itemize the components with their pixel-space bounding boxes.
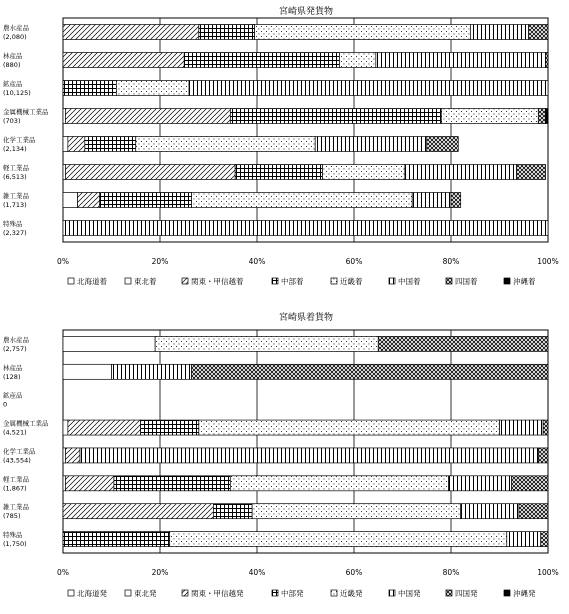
bar-segment---7 xyxy=(546,109,548,124)
bar-segment---6 xyxy=(529,25,548,40)
bar-segment---4 xyxy=(136,137,315,152)
x-tick-label: 80% xyxy=(442,257,460,266)
category-total-label: (10,125) xyxy=(3,89,31,97)
legend-label: 関東・甲信越発 xyxy=(191,589,244,598)
category-label: 鉱産品 xyxy=(3,391,23,400)
bar-segment---3 xyxy=(141,420,199,435)
bar-segment---4 xyxy=(230,476,448,491)
category-total-label: (2,080) xyxy=(3,33,27,41)
bar-segment---1 xyxy=(63,336,155,351)
bar-segment---6 xyxy=(427,137,459,152)
legend-swatch xyxy=(446,278,452,284)
legend-label: 近畿発 xyxy=(340,589,363,598)
bar-segment---3 xyxy=(85,137,136,152)
outbound-freight-chart xyxy=(3,5,559,286)
category-total-label: (1,713) xyxy=(3,201,27,209)
bar-segment---3 xyxy=(235,165,322,180)
bar-segment---5 xyxy=(189,81,548,96)
bar-segment---4 xyxy=(192,193,413,208)
bar-segment---3 xyxy=(63,532,170,547)
bar-segment---2 xyxy=(63,25,199,40)
category-total-label: (2,757) xyxy=(3,344,27,353)
category-label: 鉱産品 xyxy=(3,80,23,88)
bar-segment---2 xyxy=(63,53,184,68)
bar-segment---5 xyxy=(315,137,427,152)
category-label: 林産品 xyxy=(3,363,23,372)
x-tick-label: 100% xyxy=(537,257,559,266)
bar-segment---2 xyxy=(68,420,141,435)
category-label: 化学工業品 xyxy=(3,447,36,456)
category-total-label: (1,867) xyxy=(3,484,27,493)
bar-segment---3 xyxy=(230,109,441,124)
legend-label: 四国発 xyxy=(455,589,478,598)
legend-swatch xyxy=(504,590,510,596)
bar-segment---6 xyxy=(538,448,548,463)
bar-segment---2 xyxy=(63,504,213,519)
bar-segment---1 xyxy=(63,476,65,491)
bar-segment---1 xyxy=(63,364,112,379)
legend-label: 北海道発 xyxy=(77,589,107,598)
legend-swatch xyxy=(182,590,188,596)
bar-segment---3 xyxy=(114,476,230,491)
legend-label: 中国発 xyxy=(398,589,421,598)
bar-segment---6 xyxy=(543,420,548,435)
x-tick-label: 40% xyxy=(248,568,266,577)
bar-segment---6 xyxy=(538,109,545,124)
x-tick-label: 20% xyxy=(151,257,169,266)
bar-segment---6 xyxy=(512,476,548,491)
legend-swatch xyxy=(125,590,131,596)
bar-segment---4 xyxy=(199,420,500,435)
bar-segment---6 xyxy=(546,53,548,68)
category-label: 化学工業品 xyxy=(3,136,36,144)
legend-label: 東北着 xyxy=(134,277,157,286)
legend-swatch xyxy=(504,278,510,284)
bar-segment---6 xyxy=(378,336,548,351)
category-total-label: (43,554) xyxy=(3,456,31,465)
plot-area xyxy=(63,18,548,242)
category-total-label: (785) xyxy=(3,512,21,521)
x-tick-label: 0% xyxy=(57,568,69,577)
bar-segment---2 xyxy=(65,448,80,463)
bar-segment---5 xyxy=(412,193,451,208)
category-total-label: (2,134) xyxy=(3,145,27,153)
category-label: 軽工業品 xyxy=(3,475,29,484)
bar-segment---3 xyxy=(199,25,255,40)
legend-swatch xyxy=(331,590,337,596)
bar-segment---6 xyxy=(519,504,548,519)
legend-swatch xyxy=(389,590,395,596)
category-label: 金属機械工業品 xyxy=(3,419,49,428)
bar-segment---2 xyxy=(65,476,114,491)
bar-segment---5 xyxy=(470,25,528,40)
bar-segment---3 xyxy=(99,193,191,208)
legend-swatch xyxy=(331,278,337,284)
category-total-label: 0 xyxy=(3,400,8,409)
bar-segment---3 xyxy=(184,53,339,68)
legend-label: 中国着 xyxy=(398,277,421,286)
bar-segment---1 xyxy=(63,420,68,435)
bar-segment---6 xyxy=(516,165,545,180)
category-label: 雑工業品 xyxy=(3,192,29,200)
legend-label: 近畿着 xyxy=(340,277,363,286)
legend-label: 四国着 xyxy=(455,277,478,286)
category-total-label: (128) xyxy=(3,372,21,381)
bar-segment---4 xyxy=(252,504,461,519)
bar-segment---5 xyxy=(376,53,546,68)
x-tick-label: 0% xyxy=(57,257,69,266)
bar-segment---2 xyxy=(78,193,100,208)
category-total-label: (4,521) xyxy=(3,428,27,437)
legend-swatch xyxy=(272,590,278,596)
legend-swatch xyxy=(389,278,395,284)
category-total-label: (1,750) xyxy=(3,540,27,549)
category-label: 特殊品 xyxy=(3,220,23,228)
category-label: 農水産品 xyxy=(3,335,29,344)
bar-segment---5 xyxy=(507,532,541,547)
bar-segment---6 xyxy=(192,364,548,379)
plot-area xyxy=(63,330,548,553)
bar-segment---3 xyxy=(63,81,116,96)
legend-swatch xyxy=(125,278,131,284)
legend-swatch xyxy=(182,278,188,284)
legend-label: 沖縄発 xyxy=(513,589,536,598)
legend-label: 中部着 xyxy=(281,277,304,286)
bar-segment---5 xyxy=(461,504,519,519)
legend-label: 沖縄着 xyxy=(513,277,536,286)
legend-label: 北海道着 xyxy=(77,277,107,286)
bar-segment---4 xyxy=(155,336,378,351)
bar-segment---4 xyxy=(116,81,189,96)
bar-segment---4 xyxy=(441,109,538,124)
legend-swatch xyxy=(68,278,74,284)
bar-segment---1 xyxy=(63,193,78,208)
category-label: 軽工業品 xyxy=(3,164,29,172)
category-total-label: (703) xyxy=(3,117,21,125)
bar-segment---1 xyxy=(63,165,65,180)
bar-segment---5 xyxy=(63,221,548,236)
bar-segment---1 xyxy=(63,448,65,463)
chart-title: 宮崎県着貨物 xyxy=(278,313,334,323)
bar-segment---4 xyxy=(170,532,507,547)
bar-segment---2 xyxy=(65,109,230,124)
x-tick-label: 100% xyxy=(537,568,559,577)
legend-swatch xyxy=(68,590,74,596)
bar-segment---4 xyxy=(322,165,404,180)
bar-segment---2 xyxy=(68,137,85,152)
category-label: 雑工業品 xyxy=(3,503,29,512)
x-tick-label: 60% xyxy=(345,257,363,266)
bar-segment---6 xyxy=(451,193,461,208)
bar-segment---1 xyxy=(63,109,65,124)
legend-label: 東北発 xyxy=(134,589,157,598)
inbound-freight-chart xyxy=(3,311,559,598)
bar-segment---5 xyxy=(449,476,512,491)
legend-label: 関東・甲信越着 xyxy=(191,277,244,286)
category-label: 金属機械工業品 xyxy=(3,108,49,116)
bar-segment---5 xyxy=(112,364,192,379)
category-label: 特殊品 xyxy=(3,531,23,540)
x-tick-label: 80% xyxy=(442,568,460,577)
x-tick-label: 20% xyxy=(151,568,169,577)
category-total-label: (880) xyxy=(3,61,21,69)
category-total-label: (6,513) xyxy=(3,173,27,181)
x-tick-label: 40% xyxy=(248,257,266,266)
bar-segment---3 xyxy=(213,504,252,519)
chart-title: 宮崎県発貨物 xyxy=(278,7,334,17)
legend-label: 中部発 xyxy=(281,589,304,598)
bar-segment---4 xyxy=(339,53,375,68)
bar-segment---6 xyxy=(541,532,548,547)
category-label: 林産品 xyxy=(3,52,23,60)
legend-swatch xyxy=(446,590,452,596)
bar-segment---2 xyxy=(65,165,235,180)
x-tick-label: 60% xyxy=(345,568,363,577)
category-total-label: (2,327) xyxy=(3,229,27,237)
bar-segment---1 xyxy=(63,137,68,152)
bar-segment---5 xyxy=(500,420,544,435)
category-label: 農水産品 xyxy=(3,24,29,32)
legend-swatch xyxy=(272,278,278,284)
bar-segment---4 xyxy=(255,25,471,40)
bar-segment---5 xyxy=(80,448,538,463)
bar-segment---5 xyxy=(405,165,517,180)
